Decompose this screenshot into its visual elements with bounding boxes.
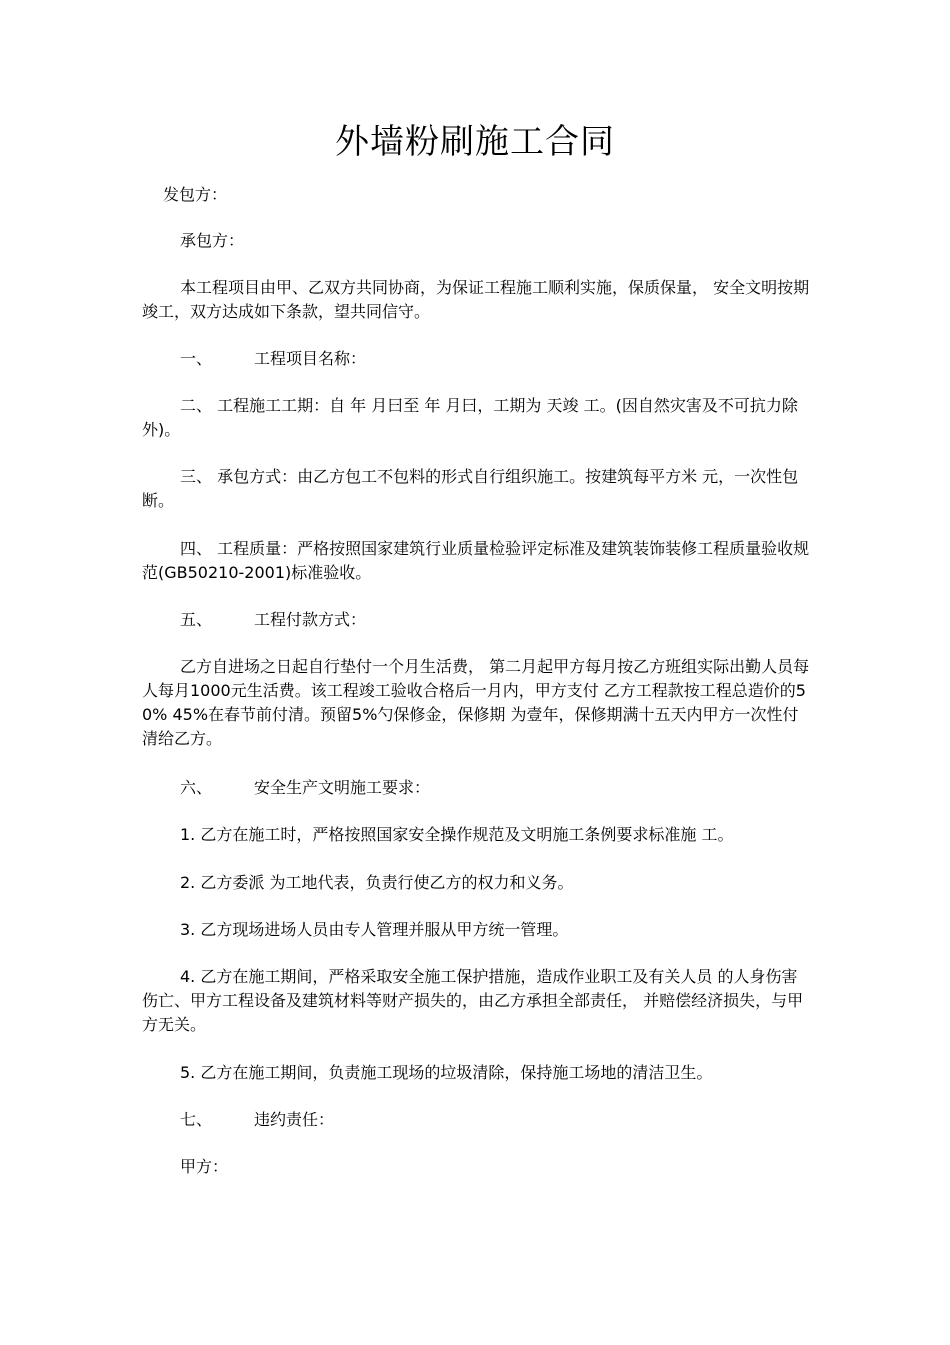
section-3-paragraph: 三、 承包方式：由乙方包工不包料的形式自行组织施工。按建筑每平方米 元，一次性包断。 [142,467,799,510]
section-7-heading [180,1108,334,1132]
section-1-number: 一、 [180,349,213,368]
section-6-number: 六、 [180,778,213,797]
section-7-text: 违约责任： [254,1110,335,1129]
section-6-item-5: 5. 乙方在施工期间，负责施工现场的垃圾清除，保持施工场地的清洁卫生。 [180,1063,713,1082]
section-6-item-1: 1. 乙方在施工时，严格按照国家安全操作规范及文明施工条例要求标准施 工。 [180,825,734,844]
intro-paragraph: 本工程项目由甲、乙双方共同协商，为保证工程施工顺利实施，保质保量， 安全文明按期竣工，双方达成如下条款，望共同信守。 [142,278,810,321]
section-6-item-3: 3. 乙方现场进场人员由专人管理并服从甲方统一管理。 [180,920,569,939]
section-5-number: 五、 [180,610,213,629]
party-a-label: 发包方： [163,185,228,204]
section-4-paragraph: 四、 工程质量：严格按照国家建筑行业质量检验评定标准及建筑装饰装修工程质量验收规范(GB50210-2001)标准验收。 [142,539,810,582]
section-7-number: 七、 [180,1110,213,1129]
section-6-heading [180,776,430,800]
section-6-text: 安全生产文明施工要求： [254,778,431,797]
party-b-label: 承包方： [180,231,245,250]
section-5-heading [180,608,366,632]
section-5-body: 乙方自进场之日起自行垫付一个月生活费， 第二月起甲方每月按乙方班组实际出勤人员每人每月1000元生活费。该工程竣工验收合格后一月内，甲方支付 乙方工程款按工程总造价的50% 45%在春节前付清。预留5%勺保修金，保修期 为壹年，保修期满十五天内甲方一次性付清给乙方。 [142,657,810,748]
signature-a-label: 甲方： [180,1157,229,1176]
section-1-text: 工程项目名称： [254,349,367,368]
section-5-text: 工程付款方式： [254,610,367,629]
section-6-item-4: 4. 乙方在施工期间，严格采取安全施工保护措施，造成作业职工及有关人员 的人身伤害伤亡、甲方工程设备及建筑材料等财产损失的，由乙方承担全部责任， 并赔偿经济损失，与甲方无关。 [142,967,804,1034]
section-1-heading [180,347,366,371]
section-6-item-2: 2. 乙方委派 为工地代表，负责行使乙方的权力和义务。 [180,873,574,892]
document-title: 外墙粉刷施工合同 [335,122,615,162]
section-2-paragraph: 二、 工程施工工期：自 年 月曰至 年 月曰，工期为 天竣 工。(因自然灾害及不可抗力除外)。 [142,396,798,439]
